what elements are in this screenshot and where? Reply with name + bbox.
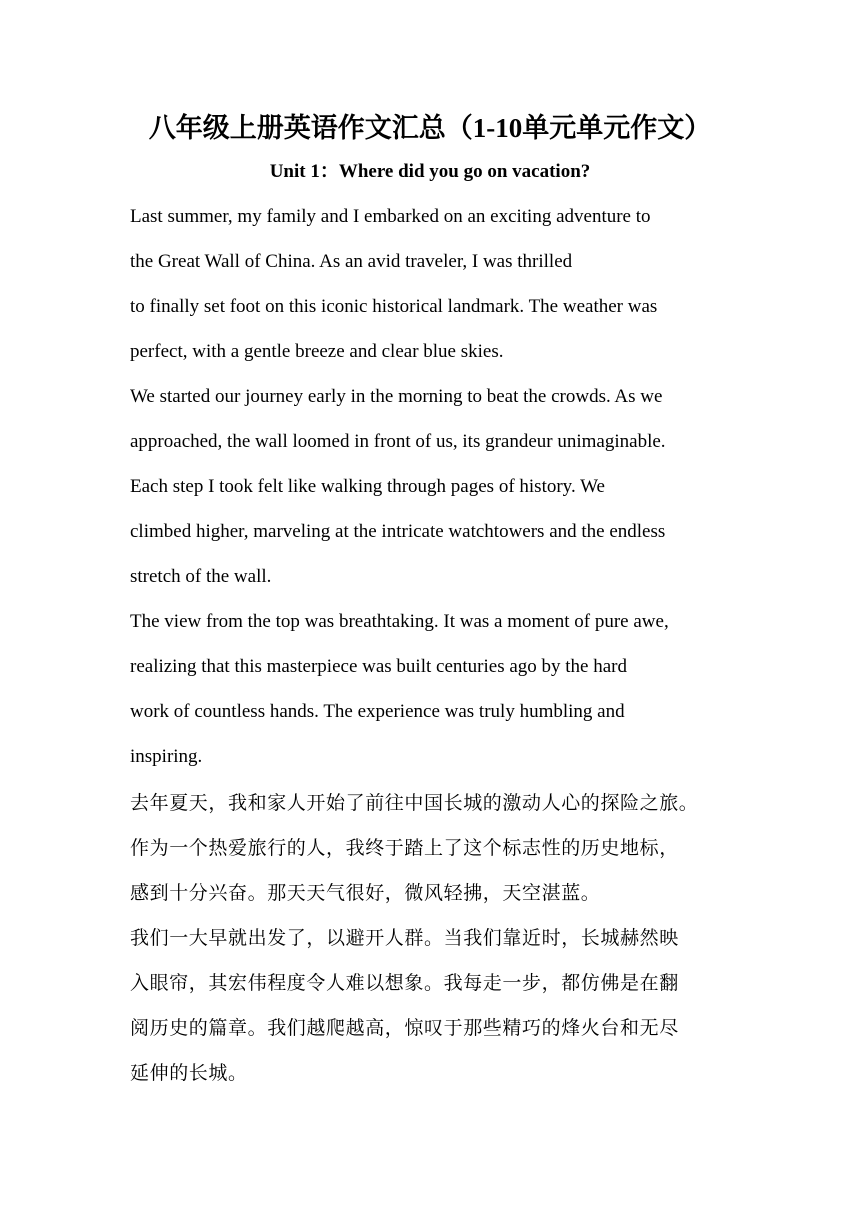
english-paragraph-line: approached, the wall loomed in front of us, its grandeur unimaginable. — [130, 431, 666, 452]
chinese-paragraph-line: 我们一大早就出发了，以避开人群。当我们靠近时，长城赫然映 — [130, 927, 679, 949]
chinese-paragraph-line: 入眼帘，其宏伟程度令人难以想象。我每走一步，都仿佛是在翻 — [130, 972, 679, 994]
english-paragraph-line: perfect, with a gentle breeze and clear blue skies. — [130, 341, 504, 362]
chinese-paragraph-line: 作为一个热爱旅行的人，我终于踏上了这个标志性的历史地标， — [130, 837, 679, 859]
english-paragraph-line: Last summer, my family and I embarked on an exciting adventure to — [130, 206, 651, 227]
english-paragraph-line: the Great Wall of China. As an avid traveler, I was thrilled — [130, 251, 573, 272]
chinese-paragraph-line: 感到十分兴奋。那天天气很好，微风轻拂，天空湛蓝。 — [130, 882, 601, 904]
english-paragraph-line: realizing that this masterpiece was built centuries ago by the hard — [130, 656, 627, 677]
english-paragraph-line: stretch of the wall. — [130, 566, 272, 587]
english-paragraph-line: to finally set foot on this iconic historical landmark. The weather was — [130, 296, 658, 317]
document-title: 八年级上册英语作文汇总（1-10单元单元作文） — [148, 113, 712, 143]
chinese-paragraph-line: 延伸的长城。 — [130, 1062, 248, 1084]
english-paragraph-line: inspiring. — [130, 746, 203, 767]
english-paragraph-line: work of countless hands. The experience was truly humbling and — [130, 701, 625, 722]
english-paragraph-line: We started our journey early in the morning to beat the crowds. As we — [130, 386, 663, 407]
english-paragraph-line: Each step I took felt like walking through pages of history. We — [130, 476, 605, 497]
english-paragraph-line: climbed higher, marveling at the intricate watchtowers and the endless — [130, 521, 666, 542]
unit-heading: Unit 1：Where did you go on vacation? — [269, 161, 591, 182]
english-paragraph-line: The view from the top was breathtaking. It was a moment of pure awe, — [130, 611, 669, 632]
chinese-paragraph-line: 去年夏天，我和家人开始了前往中国长城的激动人心的探险之旅。 — [130, 792, 699, 814]
chinese-paragraph-line: 阅历史的篇章。我们越爬越高，惊叹于那些精巧的烽火台和无尽 — [130, 1017, 679, 1039]
